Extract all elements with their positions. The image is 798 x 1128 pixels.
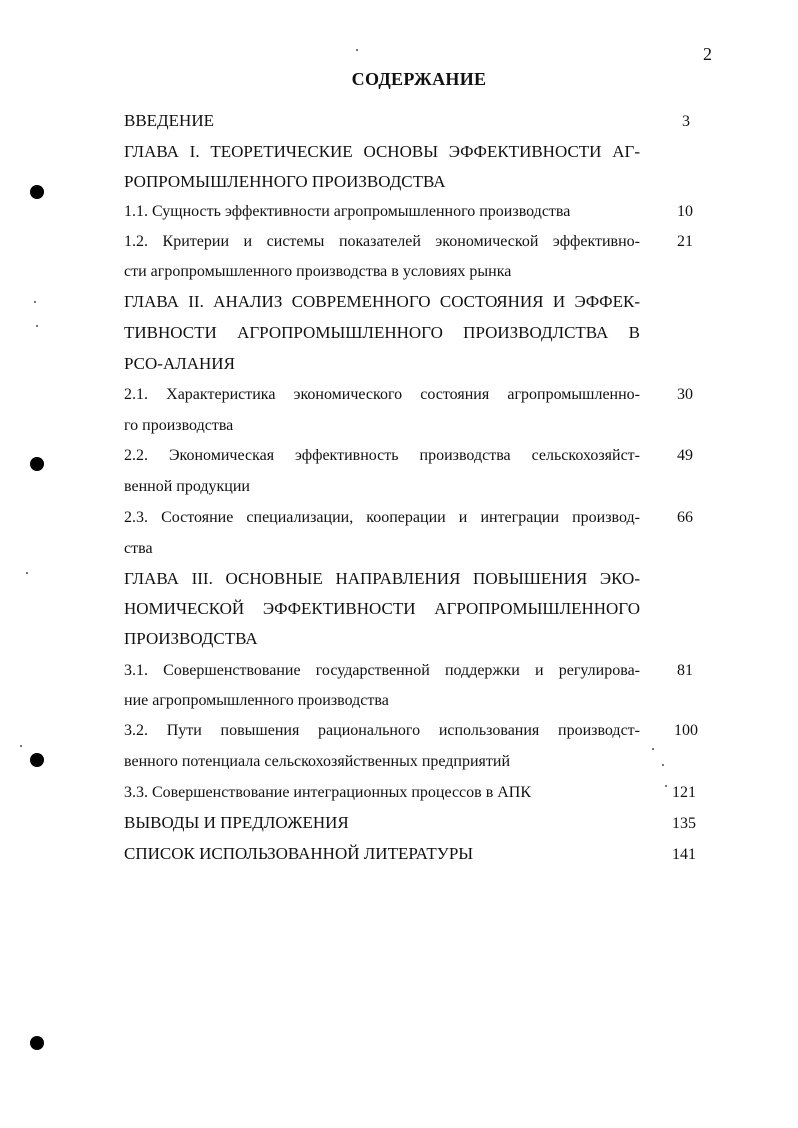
- toc-section-2-1-page: 30: [677, 386, 693, 403]
- toc-references: СПИСОК ИСПОЛЬЗОВАННОЙ ЛИТЕРАТУРЫ: [124, 844, 474, 863]
- toc-intro-page: 3: [682, 113, 690, 130]
- toc-chapter-1: ГЛАВА I. ТЕОРЕТИЧЕСКИЕ ОСНОВЫ ЭФФЕКТИВНОСТИ АГ-: [124, 142, 640, 161]
- toc-chapter-3-cont: НОМИЧЕСКОЙ ЭФФЕКТИВНОСТИ АГРОПРОМЫШЛЕННОГО: [124, 599, 640, 618]
- toc-section-3-2-cont: венного потенциала сельскохозяйственных предприятий: [124, 753, 511, 770]
- toc-section-1-1: 1.1. Сущность эффективности агропромышленного производства: [124, 203, 571, 220]
- binder-hole: [30, 185, 44, 199]
- toc-section-3-2-page: 100: [674, 722, 698, 739]
- toc-chapter-2: ГЛАВА II. АНАЛИЗ СОВРЕМЕННОГО СОСТОЯНИЯ И ЭФФЕК-: [124, 292, 640, 311]
- toc-section-3-2: 3.2. Пути повышения рационального использования производст-: [124, 722, 640, 739]
- scan-speck: [26, 572, 28, 574]
- scan-speck: [652, 748, 654, 750]
- toc-conclusions-page: 135: [672, 815, 696, 832]
- toc-section-3-1-page: 81: [677, 662, 693, 679]
- scan-speck: [36, 325, 38, 327]
- toc-intro: ВВЕДЕНИЕ: [124, 111, 214, 130]
- toc-section-2-2: 2.2. Экономическая эффективность производства сельскохозяйст-: [124, 447, 640, 464]
- toc-section-2-3-cont: ства: [124, 540, 153, 557]
- toc-chapter-3-cont: ПРОИЗВОДСТВА: [124, 629, 258, 648]
- toc-chapter-2-cont: РСО-АЛАНИЯ: [124, 354, 235, 373]
- toc-section-2-1: 2.1. Характеристика экономического состояния агропромышленно-: [124, 386, 640, 403]
- scan-speck: [34, 301, 36, 303]
- toc-chapter-1-cont: РОПРОМЫШЛЕННОГО ПРОИЗВОДСТВА: [124, 172, 446, 191]
- toc-section-2-3-page: 66: [677, 509, 693, 526]
- toc-section-1-2: 1.2. Критерии и системы показателей экономической эффективно-: [124, 233, 640, 250]
- toc-section-2-2-cont: венной продукции: [124, 478, 250, 495]
- toc-chapter-2-cont: ТИВНОСТИ АГРОПРОМЫШЛЕННОГО ПРОИЗВОДЛСТВА В: [124, 323, 640, 342]
- toc-section-2-2-page: 49: [677, 447, 693, 464]
- toc-section-3-3-page: 121: [672, 784, 696, 801]
- toc-section-2-1-cont: го производства: [124, 417, 234, 434]
- scan-speck: [662, 764, 664, 766]
- toc-chapter-3: ГЛАВА III. ОСНОВНЫЕ НАПРАВЛЕНИЯ ПОВЫШЕНИЯ ЭКО-: [124, 569, 640, 588]
- toc-conclusions: ВЫВОДЫ И ПРЕДЛОЖЕНИЯ: [124, 813, 349, 832]
- toc-section-2-3: 2.3. Состояние специализации, кооперации и интеграции производ-: [124, 509, 640, 526]
- page-title: СОДЕРЖАНИЕ: [351, 69, 487, 89]
- toc-section-3-1-cont: ние агропромышленного производства: [124, 692, 389, 709]
- toc-section-3-3: 3.3. Совершенствование интеграционных процессов в АПК: [124, 784, 532, 801]
- scan-speck: [356, 49, 358, 51]
- toc-section-1-2-cont: сти агропромышленного производства в условиях рынка: [124, 263, 512, 280]
- toc-section-1-1-page: 10: [677, 203, 693, 220]
- toc-references-page: 141: [672, 846, 696, 863]
- binder-hole: [30, 1036, 44, 1050]
- toc-section-3-1: 3.1. Совершенствование государственной поддержки и регулирова-: [124, 662, 640, 679]
- page-number: 2: [703, 44, 712, 64]
- scan-speck: [20, 745, 22, 747]
- binder-hole: [30, 457, 44, 471]
- toc-section-1-2-page: 21: [677, 233, 693, 250]
- binder-hole: [30, 753, 44, 767]
